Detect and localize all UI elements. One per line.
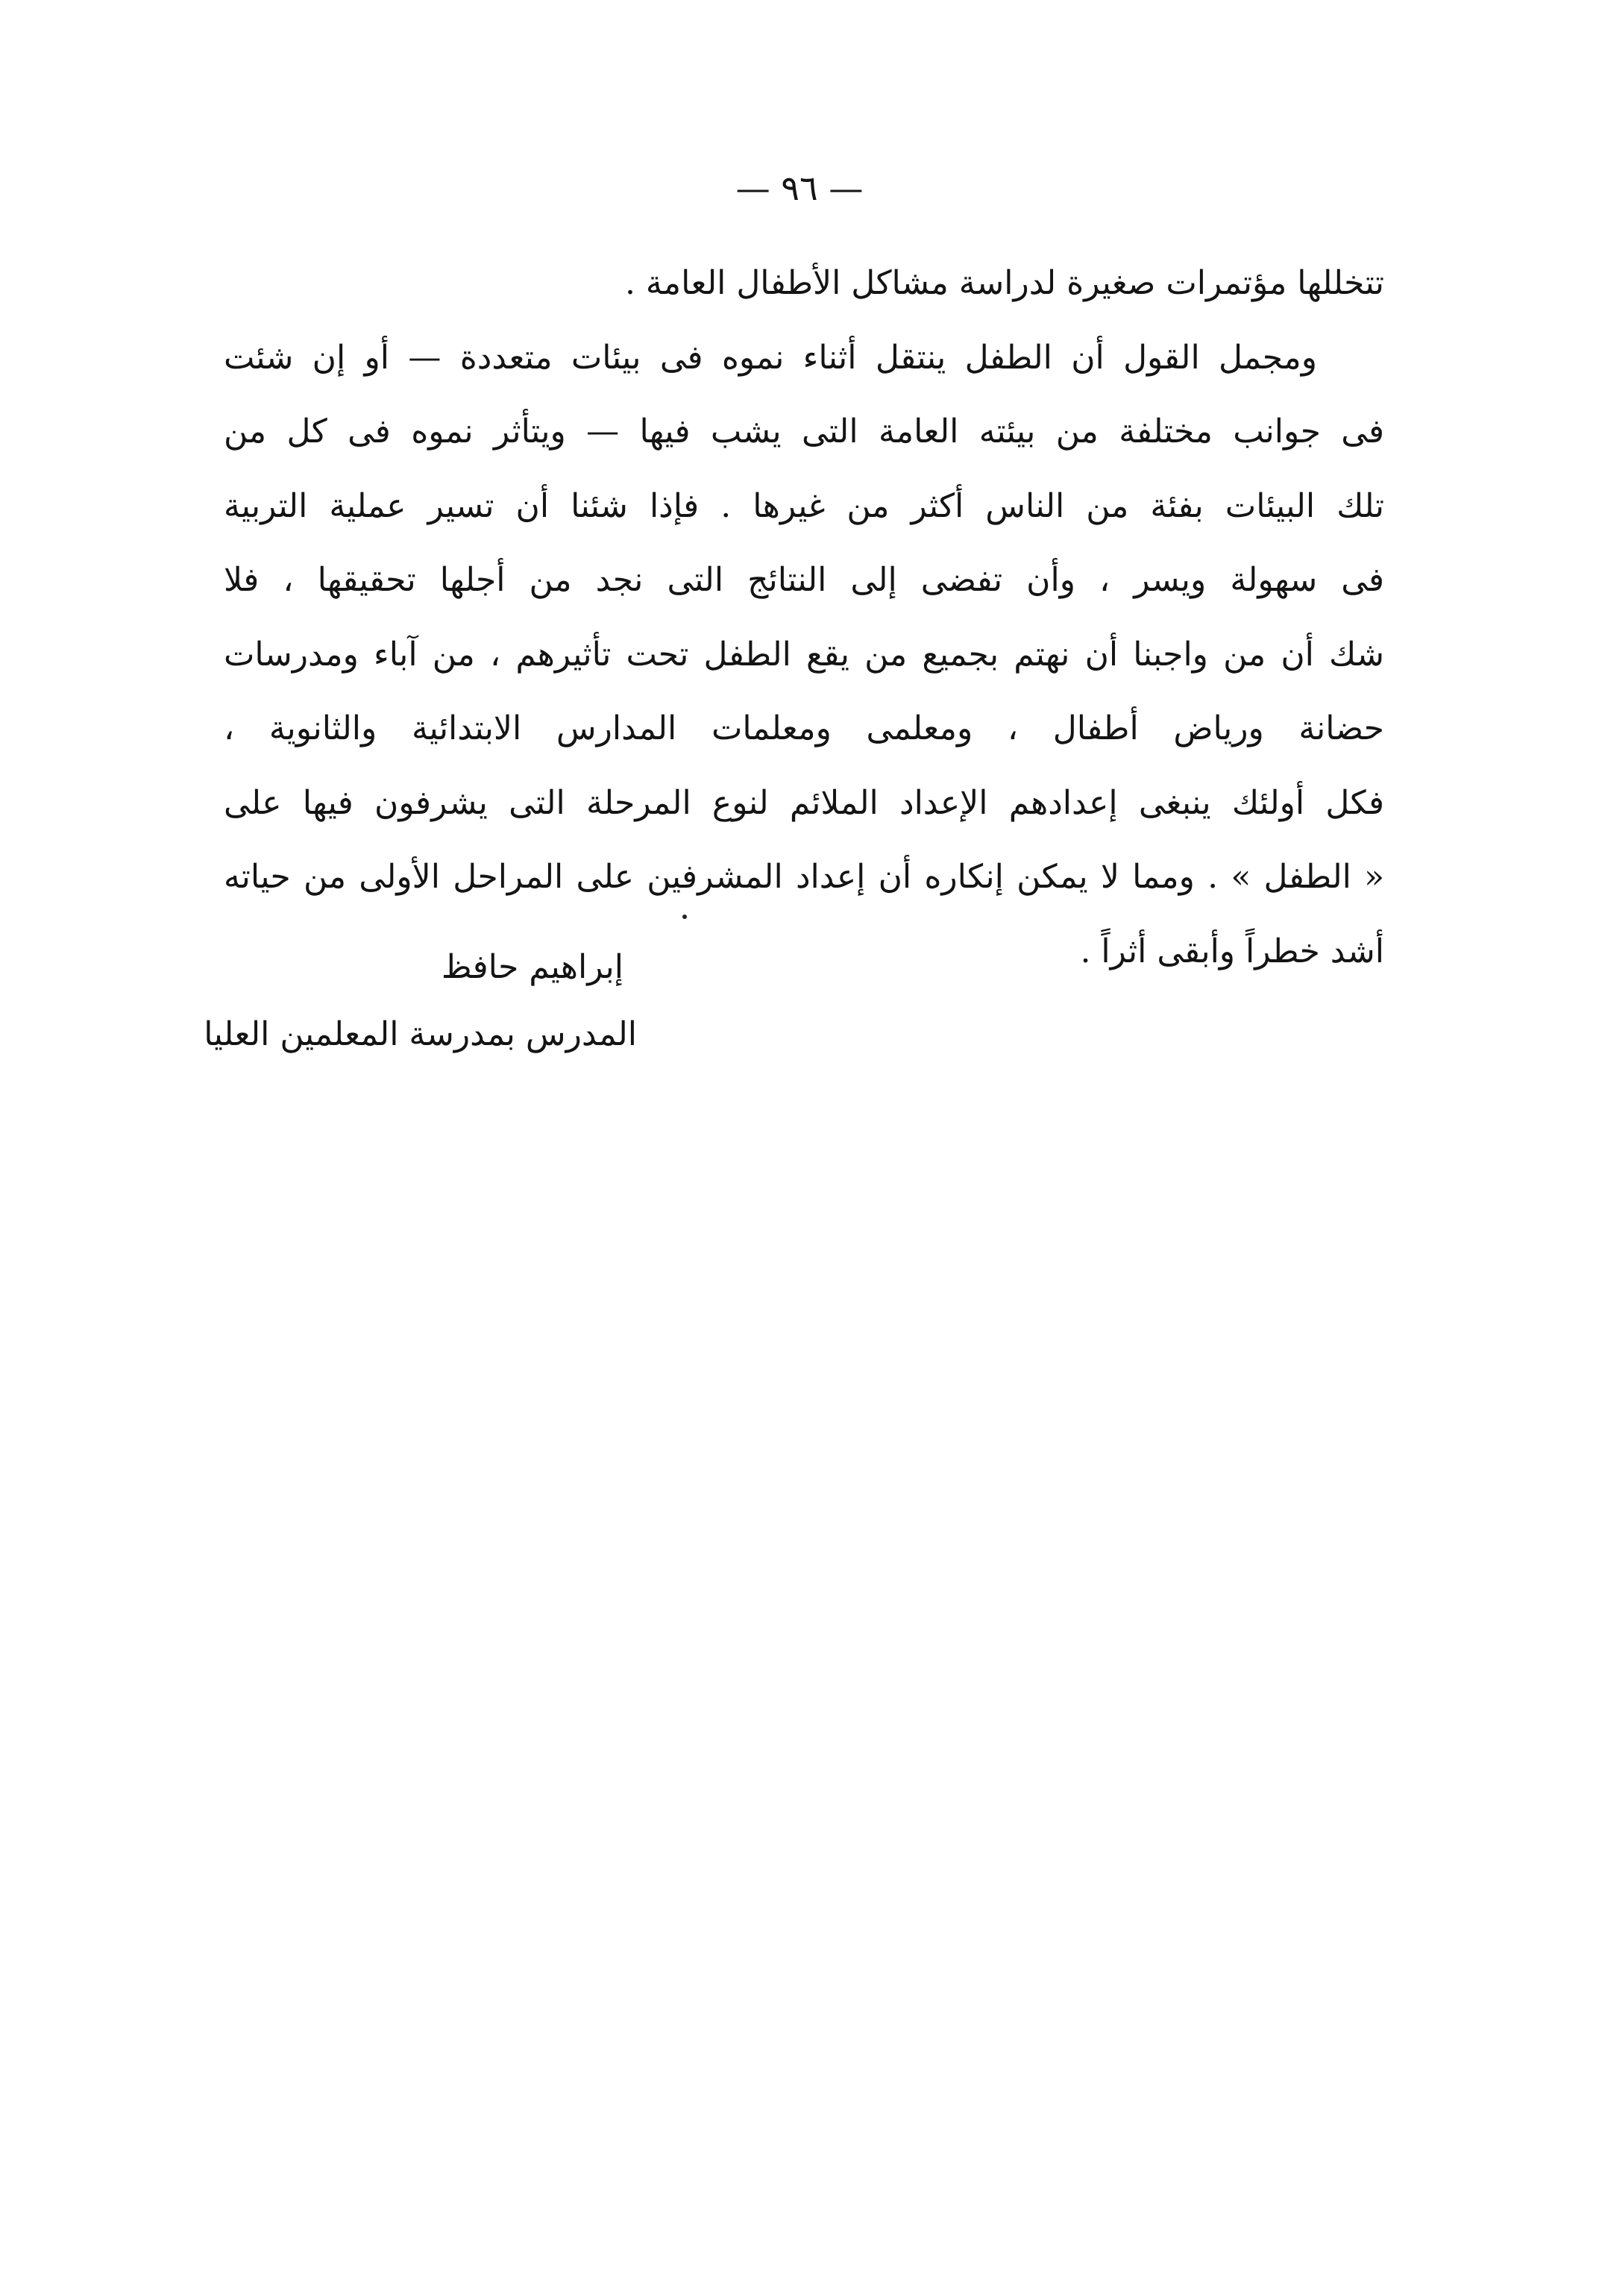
body-text [224,246,1384,988]
text-line-10: أشد خطراً وأبقى أثراً . [1080,932,1384,970]
text-line-1: تتخللها مؤتمرات صغيرة لدراسة مشاكل الأطفال العامة . [624,264,1384,302]
text-line-6: شك أن من واجبنا أن نهتم بجميع من يقع الطفل تحت تأثيرهم ، من آباء ومدرسات [224,635,1384,674]
text-line-3: فى جوانب مختلفة من بيئته العامة التى يشب فيها — ويتأثر نموه فى كل من [224,413,1384,451]
text-line-8: فكل أولئك ينبغى إعدادهم الإعداد الملائم لنوع المرحلة التى يشرفون فيها على [224,783,1384,822]
signature-title: المدرس بمدرسة المعلمين العليا [204,1015,637,1053]
text-line-7: حضانة ورياض أطفال ، ومعلمى ومعلمات المدارس الابتدائية والثانوية ، [224,709,1384,747]
page-number: — ٩٦ — [735,168,864,208]
text-line-2: ومجمل القول أن الطفل ينتقل أثناء نموه فى بيئات متعددة — أو إن شئت [224,338,1317,377]
text-line-4: تلك البيئات بفئة من الناس أكثر من غيرها . فإذا شئنا أن تسير عملية التربية [224,486,1384,525]
text-line-9: « الطفل » . ومما لا يمكن إنكاره أن إعداد المشرفين على المراحل الأولى من حياته [224,858,1384,896]
signature-name: إبراهيم حافظ [441,948,623,986]
stray-dot [682,915,687,919]
text-line-5: فى سهولة ويسر ، وأن تفضى إلى النتائج التى نجد من أجلها تحقيقها ، فلا [224,561,1384,599]
